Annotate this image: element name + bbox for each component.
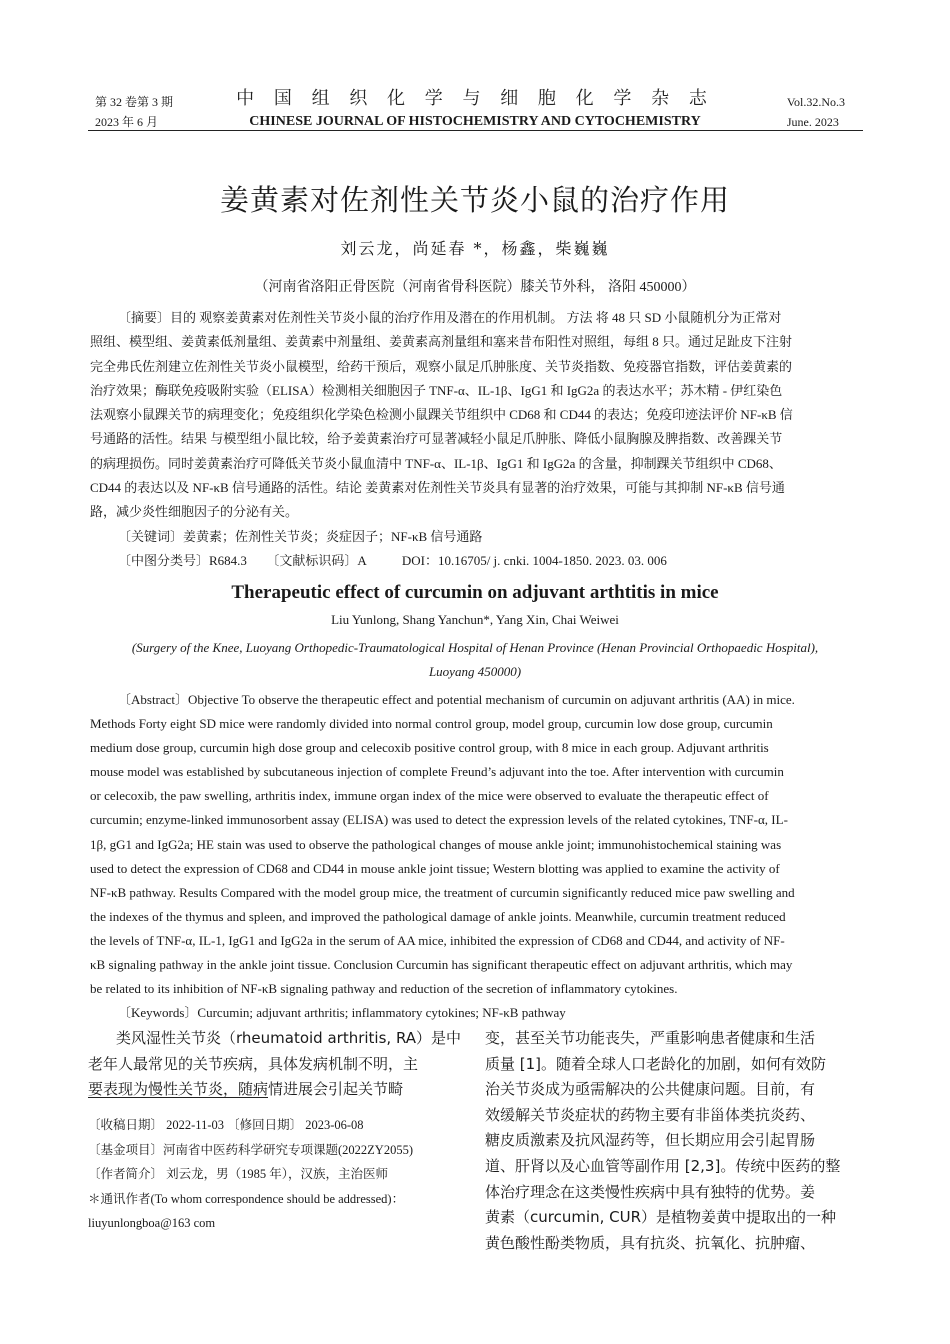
body-line: 体治疗理念在这类慢性疾病中具有独特的优势。姜 <box>485 1182 816 1201</box>
body-column-right <box>485 1026 860 1256</box>
classification-cn: 〔中图分类号〕R684.3 〔文献标识码〕A DOI：10.16705/ j. cnki. 1004-1850. 2023. 03. 006 <box>118 552 667 568</box>
abstract-en-line: be related to its inhibition of NF-κB signaling pathway and reduction of the secretion of inflammatory cytokines. <box>90 981 678 997</box>
abstract-cn <box>90 306 860 573</box>
abstract-en <box>90 688 860 1025</box>
body-column-left <box>88 1026 463 1103</box>
volume-cn: 第 32 卷第 3 期 <box>95 95 174 109</box>
body-line: 道、肝肾以及心血管等副作用 [2,3]。传统中医药的整 <box>485 1156 841 1175</box>
header-rule <box>88 130 863 131</box>
footnote-received: 〔收稿日期〕 2022-11-03 〔修回日期〕 2023-06-08 <box>88 1118 364 1132</box>
body-line: 质量 [1]。随着全球人口老龄化的加剧，如何有效防 <box>485 1054 827 1073</box>
abstract-cn-line: 完全弗氏佐剂建立佐剂性关节炎小鼠模型，给药干预后，观察小鼠足爪肿胀度、关节炎指数、免疫器官指数，评估姜黄素的 <box>90 358 793 374</box>
footnote-email: liuyunlongboa@163 com <box>88 1216 216 1230</box>
body-line: 类风湿性关节炎（rheumatoid arthritis, RA）是中 <box>116 1029 462 1047</box>
abstract-cn-line: 治疗效果；酶联免疫吸附实验（ELISA）检测相关细胞因子 TNF-α、IL-1β、IgG1 和 IgG2a 的表达水平；苏木精 - 伊红染色 <box>90 382 783 398</box>
footnote-correspondence: ＊通讯作者(To whom correspondence should be addressed)： <box>88 1191 405 1206</box>
abstract-en-line: or celecoxib, the paw swelling, arthritis index, immune organ index of the mice were observed to evaluate the therapeutic effect of <box>90 788 769 804</box>
abstract-en-line: κB signaling pathway in the ankle joint tissue. Conclusion Curcumin has significant therapeutic effect on adjuvant arthritis, which may <box>90 957 793 973</box>
body-line: 效缓解关节炎症状的药物主要有非甾体类抗炎药、 <box>485 1105 816 1124</box>
body-line: 治关节炎成为亟需解决的公共健康问题。目前，有 <box>485 1080 816 1099</box>
abstract-cn-line: 号通路的活性。结果 与模型组小鼠比较，给予姜黄素治疗可显著减轻小鼠足爪肿胀、降低小鼠胸腺及脾指数、改善踝关节 <box>90 431 783 447</box>
abstract-en-line: curcumin; enzyme-linked immunosorbent assay (ELISA) was used to detect the expression levels of the related cytokines, TNF-α, IL- <box>90 812 788 828</box>
article-title-en: Therapeutic effect of curcumin on adjuvant arthtitis in mice <box>231 582 719 603</box>
body-line: 糖皮质激素及抗风湿药等，但长期应用会引起胃肠 <box>485 1131 816 1150</box>
date-en: June. 2023 <box>786 115 839 129</box>
affiliation-cn: （河南省洛阳正骨医院（河南省骨科医院）膝关节外科， 洛阳 450000） <box>254 280 696 295</box>
body-line: 要表现为慢性关节炎，随病情进展会引起关节畸 <box>88 1080 404 1099</box>
body-line: 黄素（curcumin, CUR）是植物姜黄中提取出的一种 <box>485 1208 837 1227</box>
affiliation-en <box>90 636 860 684</box>
abstract-en-line: the levels of TNF-α, IL-1, IgG1 and IgG2a in the serum of AA mice, inhibited the expression of CD68 and CD44, and activity of NF- <box>90 932 785 948</box>
journal-title-cn: 中 国 组 织 化 学 与 细 胞 化 学 杂 志 <box>236 88 714 109</box>
authors-en: Liu Yunlong, Shang Yanchun*, Yang Xin, Chai Weiwei <box>331 612 619 627</box>
journal-title-en: CHINESE JOURNAL OF HISTOCHEMISTRY AND CYTOCHEMISTRY <box>249 114 701 129</box>
keywords-en: 〔Keywords〕Curcumin; adjuvant arthritis; inflammatory cytokines; NF-κB pathway <box>118 1005 566 1021</box>
body-line: 黄色酸性酚类物质，具有抗炎、抗氧化、抗肿瘤、 <box>485 1233 816 1252</box>
abstract-en-line: the indexes of the thymus and spleen, and improved the pathological damage of ankle joints. Meanwhile, curcumin treatment reduced <box>90 908 786 924</box>
volume-en: Vol.32.No.3 <box>786 95 845 109</box>
date-cn: 2023 年 6 月 <box>95 115 159 129</box>
abstract-en-line: used to detect the expression of CD68 and CD44 in mouse ankle joint tissue; Western blotting was applied to examine the activity of <box>90 860 780 876</box>
article-title-cn: 姜黄素对佐剂性关节炎小鼠的治疗作用 <box>219 183 730 217</box>
footnotes <box>88 1113 468 1236</box>
abstract-cn-line: CD44 的表达以及 NF-κB 信号通路的活性。结论 姜黄素对佐剂性关节炎具有显著的治疗效果，可能与其抑制 NF-κB 信号通 <box>90 480 785 496</box>
abstract-en-line: 1β, gG1 and IgG2a; HE stain was used to observe the pathological changes of mouse ankle joint; immunohistochemical staining was <box>90 836 782 852</box>
header-volume-en <box>787 92 845 132</box>
abstract-en-line: 〔Abstract〕Objective To observe the therapeutic effect and potential mechanism of curcumin on adjuvant arthritis (AA) in mice. <box>118 692 795 707</box>
body-line: 变，甚至关节功能丧失，严重影响患者健康和生活 <box>485 1029 816 1047</box>
body-line: 老年人最常见的关节疾病，具体发病机制不明，主 <box>88 1054 419 1073</box>
abstract-cn-line: 照组、模型组、姜黄素低剂量组、姜黄素中剂量组、姜黄素高剂量组和塞来昔布阳性对照组，每组 8 只。通过足趾皮下注射 <box>90 334 793 350</box>
authors-cn: 刘云龙，尚延春 *，杨鑫，柴巍巍 <box>340 239 610 258</box>
affiliation-en-line: Luoyang 450000) <box>428 664 522 679</box>
abstract-en-line: Methods Forty eight SD mice were randomly divided into normal control group, model group, curcumin low dose group, curcumin <box>90 716 773 732</box>
abstract-en-line: medium dose group, curcumin high dose group and celecoxib positive control group, with 8 mice in each group. Adjuvant arthritis <box>90 740 769 756</box>
abstract-cn-line: 〔摘要〕目的 观察姜黄素对佐剂性关节炎小鼠的治疗作用及潜在的作用机制。 方法 将 48 只 SD 小鼠随机分为正常对 <box>118 310 782 325</box>
footnote-funding: 〔基金项目〕河南省中医药科学研究专项课题(2022ZY2055) <box>88 1142 413 1157</box>
abstract-en-line: mouse model was established by subcutaneous injection of complete Freund’s adjuvant into the toe. After intervention with curcumin <box>90 764 784 780</box>
abstract-cn-line: 的病理损伤。同时姜黄素治疗可降低关节炎小鼠血清中 TNF-α、IL-1β、IgG1 和 IgG2a 的含量，抑制踝关节组织中 CD68、 <box>90 455 782 471</box>
footnote-author: 〔作者简介〕 刘云龙，男（1985 年），汉族，主治医师 <box>88 1167 389 1181</box>
abstract-en-line: NF-κB pathway. Results Compared with the model group mice, the treatment of curcumin significantly reduced mice paw swelling and <box>90 884 795 900</box>
affiliation-en-line: (Surgery of the Knee, Luoyang Orthopedic-Traumatological Hospital of Henan Province (Henan Provincial Orthopaedic Hospital), <box>131 640 819 655</box>
abstract-cn-line: 法观察小鼠踝关节的病理变化；免疫组织化学染色检测小鼠踝关节组织中 CD68 和 CD44 的表达；免疫印迹法评价 NF-κB 信 <box>90 407 793 423</box>
abstract-cn-line: 路，减少炎性细胞因子的分泌有关。 <box>90 504 299 520</box>
keywords-cn: 〔关键词〕姜黄素；佐剂性关节炎；炎症因子；NF-κB 信号通路 <box>118 528 483 544</box>
footnote-rule <box>88 1097 268 1098</box>
